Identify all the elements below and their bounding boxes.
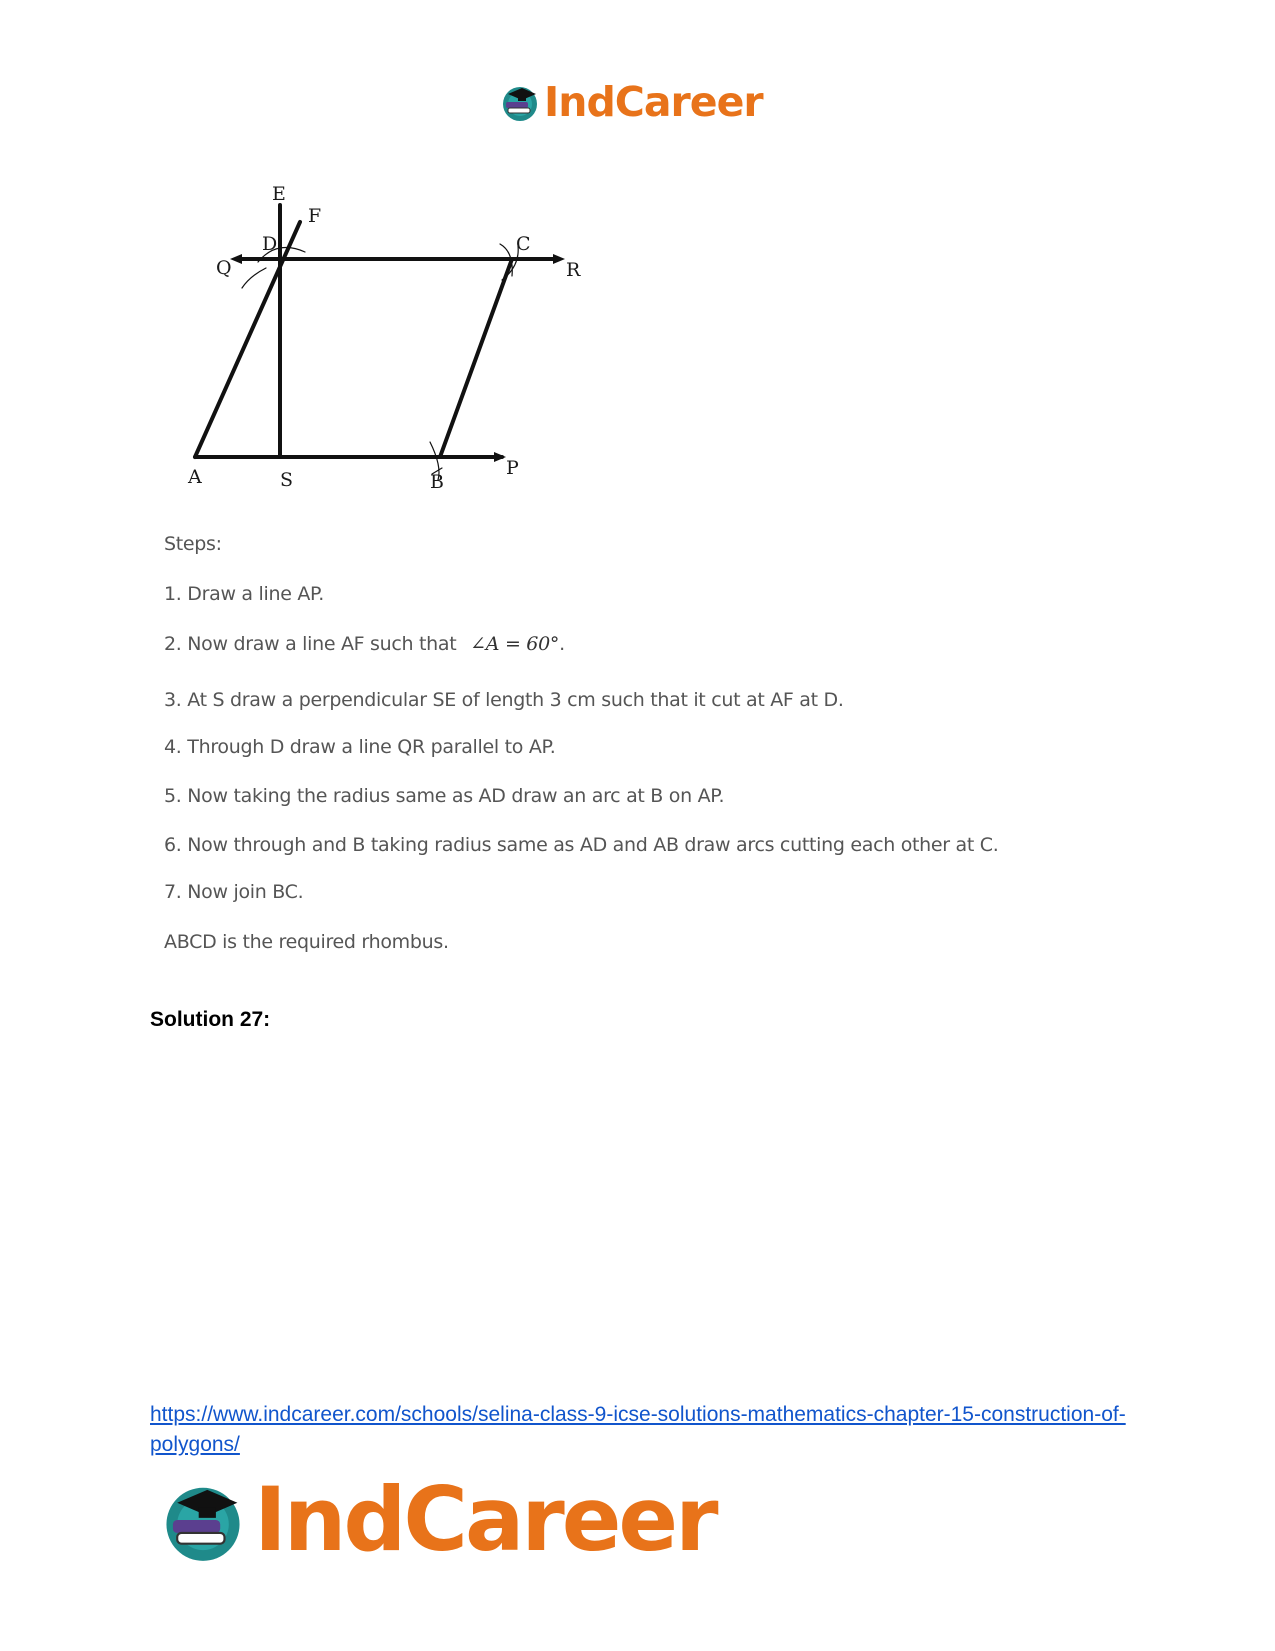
- label-f: F: [308, 205, 322, 227]
- conclusion: ABCD is the required rhombus.: [164, 931, 449, 953]
- step-7: 7. Now join BC.: [164, 881, 304, 903]
- steps-heading: Steps:: [164, 533, 222, 555]
- line-bc: [440, 259, 512, 457]
- logo-wordmark: IndCareer: [544, 78, 763, 126]
- label-q: Q: [216, 257, 232, 279]
- indcareer-logo-header: [500, 78, 763, 126]
- step-6: 6. Now through and B taking radius same as AD and AB draw arcs cutting each other at C.: [164, 834, 999, 856]
- label-a: A: [188, 466, 202, 488]
- angle-a-equation: ∠A = 60°: [470, 633, 560, 655]
- logo-wordmark: IndCareer: [254, 1468, 716, 1571]
- graduation-globe-icon: [500, 82, 540, 122]
- label-c: C: [516, 233, 531, 255]
- arrow-r: [553, 254, 565, 264]
- graduation-globe-icon: [160, 1477, 246, 1563]
- rhombus-construction-figure: [180, 180, 600, 500]
- indcareer-logo-footer: [160, 1468, 716, 1571]
- label-r: R: [566, 259, 581, 281]
- solution-heading: Solution 27:: [150, 1008, 271, 1031]
- step-3: 3. At S draw a perpendicular SE of length 3 cm such that it cut at AF at D.: [164, 689, 844, 711]
- label-e: E: [272, 183, 286, 205]
- label-p: P: [506, 457, 519, 479]
- label-s: S: [280, 469, 294, 491]
- step-5: 5. Now taking the radius same as AD draw an arc at B on AP.: [164, 785, 725, 807]
- arrow-q: [230, 254, 242, 264]
- step-1: 1. Draw a line AP.: [164, 583, 324, 605]
- source-url-link[interactable]: https://www.indcareer.com/schools/selina-class-9-icse-solutions-mathematics-chapter-15-construction-of-polygons/: [150, 1403, 1126, 1456]
- step-4: 4. Through D draw a line QR parallel to AP.: [164, 736, 556, 758]
- label-b: B: [430, 471, 444, 493]
- step-2: [164, 633, 565, 655]
- arrow-p: [494, 452, 506, 462]
- arc-d-lower: [242, 268, 266, 288]
- step-2-period: .: [559, 633, 565, 655]
- label-d: D: [262, 233, 278, 255]
- step-2-text: 2. Now draw a line AF such that: [164, 633, 457, 655]
